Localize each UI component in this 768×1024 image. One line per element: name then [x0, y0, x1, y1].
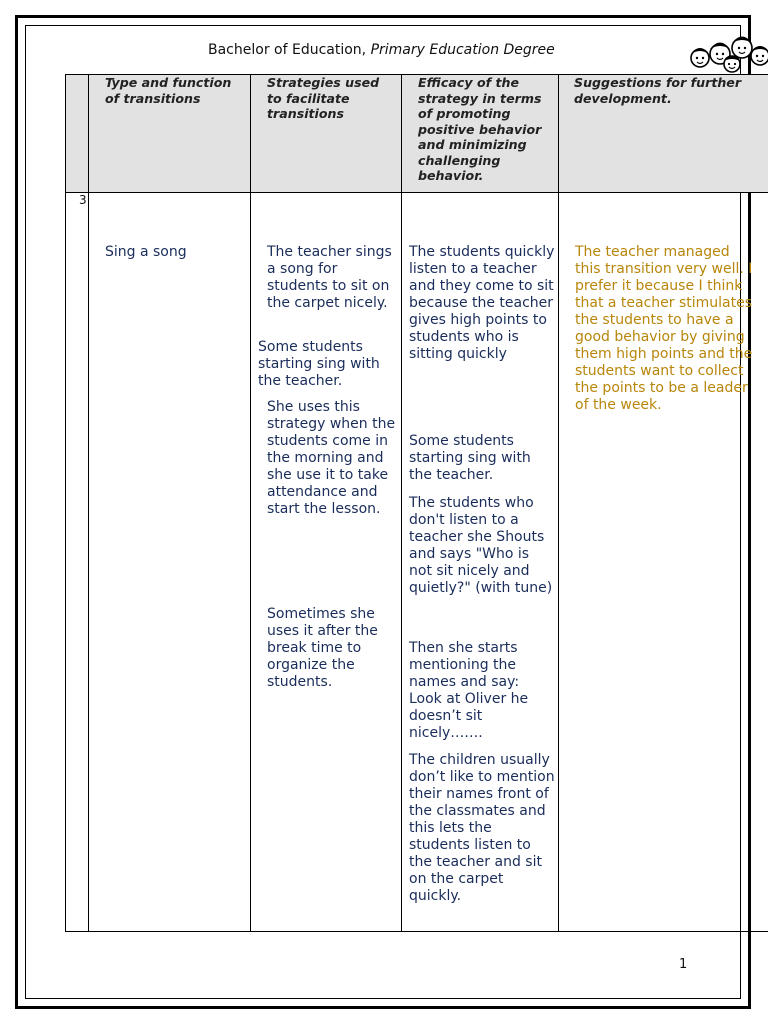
efficacy-paragraph: Then she starts mentioning the names and say: Look at Oliver he doesn’t sit nicely…….: [409, 640, 529, 741]
header-strategies: Strategies used to facilitate transitions: [267, 75, 380, 121]
strategy-paragraph: Some students starting sing with the teacher.: [258, 339, 380, 389]
table-col-border: [88, 74, 89, 931]
table-col-border: [558, 74, 559, 931]
table-col-border: [250, 74, 251, 931]
strategy-paragraph: Sometimes she uses it after the break time to organize the students.: [267, 606, 378, 690]
row-number: 3: [79, 193, 87, 207]
table-col-border: [65, 74, 66, 931]
header-type-function: Type and function of transitions: [105, 75, 232, 106]
document-header: [208, 42, 555, 58]
children-faces-icon: [686, 32, 768, 76]
header-suggestions-text: Suggestions for further development.: [574, 75, 742, 106]
suggestion-paragraph: The teacher managed this transition very well. I prefer it because I think that a teacher stimulates the students to have a good behavior by giving them high points and the students want to collect the points to be a leader of the week.: [575, 244, 753, 413]
header-suggestions: [574, 75, 768, 106]
table-header-divider: [65, 192, 768, 193]
header-efficacy: Efficacy of the strategy in terms of promoting positive behavior and minimizing challenging behavior.: [418, 75, 542, 183]
efficacy-paragraph: Some students starting sing with the teacher.: [409, 433, 531, 483]
suggestion-cell: [575, 244, 768, 494]
table-border-bottom: [65, 931, 768, 932]
efficacy-paragraph: The children usually don’t like to mention their names front of the classmates and this lets the students listen to the teacher and sit on the carpet quickly.: [409, 752, 555, 904]
efficacy-paragraph: The students who don't listen to a teacher she Shouts and says "Who is not sit nicely and quietly?" (with tune): [409, 495, 553, 596]
transition-type: Sing a song: [105, 244, 187, 260]
strategy-paragraph: She uses this strategy when the students come in the morning and she use it to take attendance and start the lesson.: [267, 399, 396, 517]
efficacy-paragraph: The students quickly listen to a teacher and they come to sit because the teacher gives high points to students who is sitting quickly: [409, 244, 555, 362]
table-col-border: [401, 74, 402, 931]
page-number: 1: [679, 957, 688, 972]
strategy-paragraph: The teacher sings a song for students to sit on the carpet nicely.: [267, 244, 392, 311]
header-program: Primary Education Degree: [366, 42, 555, 58]
header-degree: Bachelor of Education,: [208, 42, 367, 58]
